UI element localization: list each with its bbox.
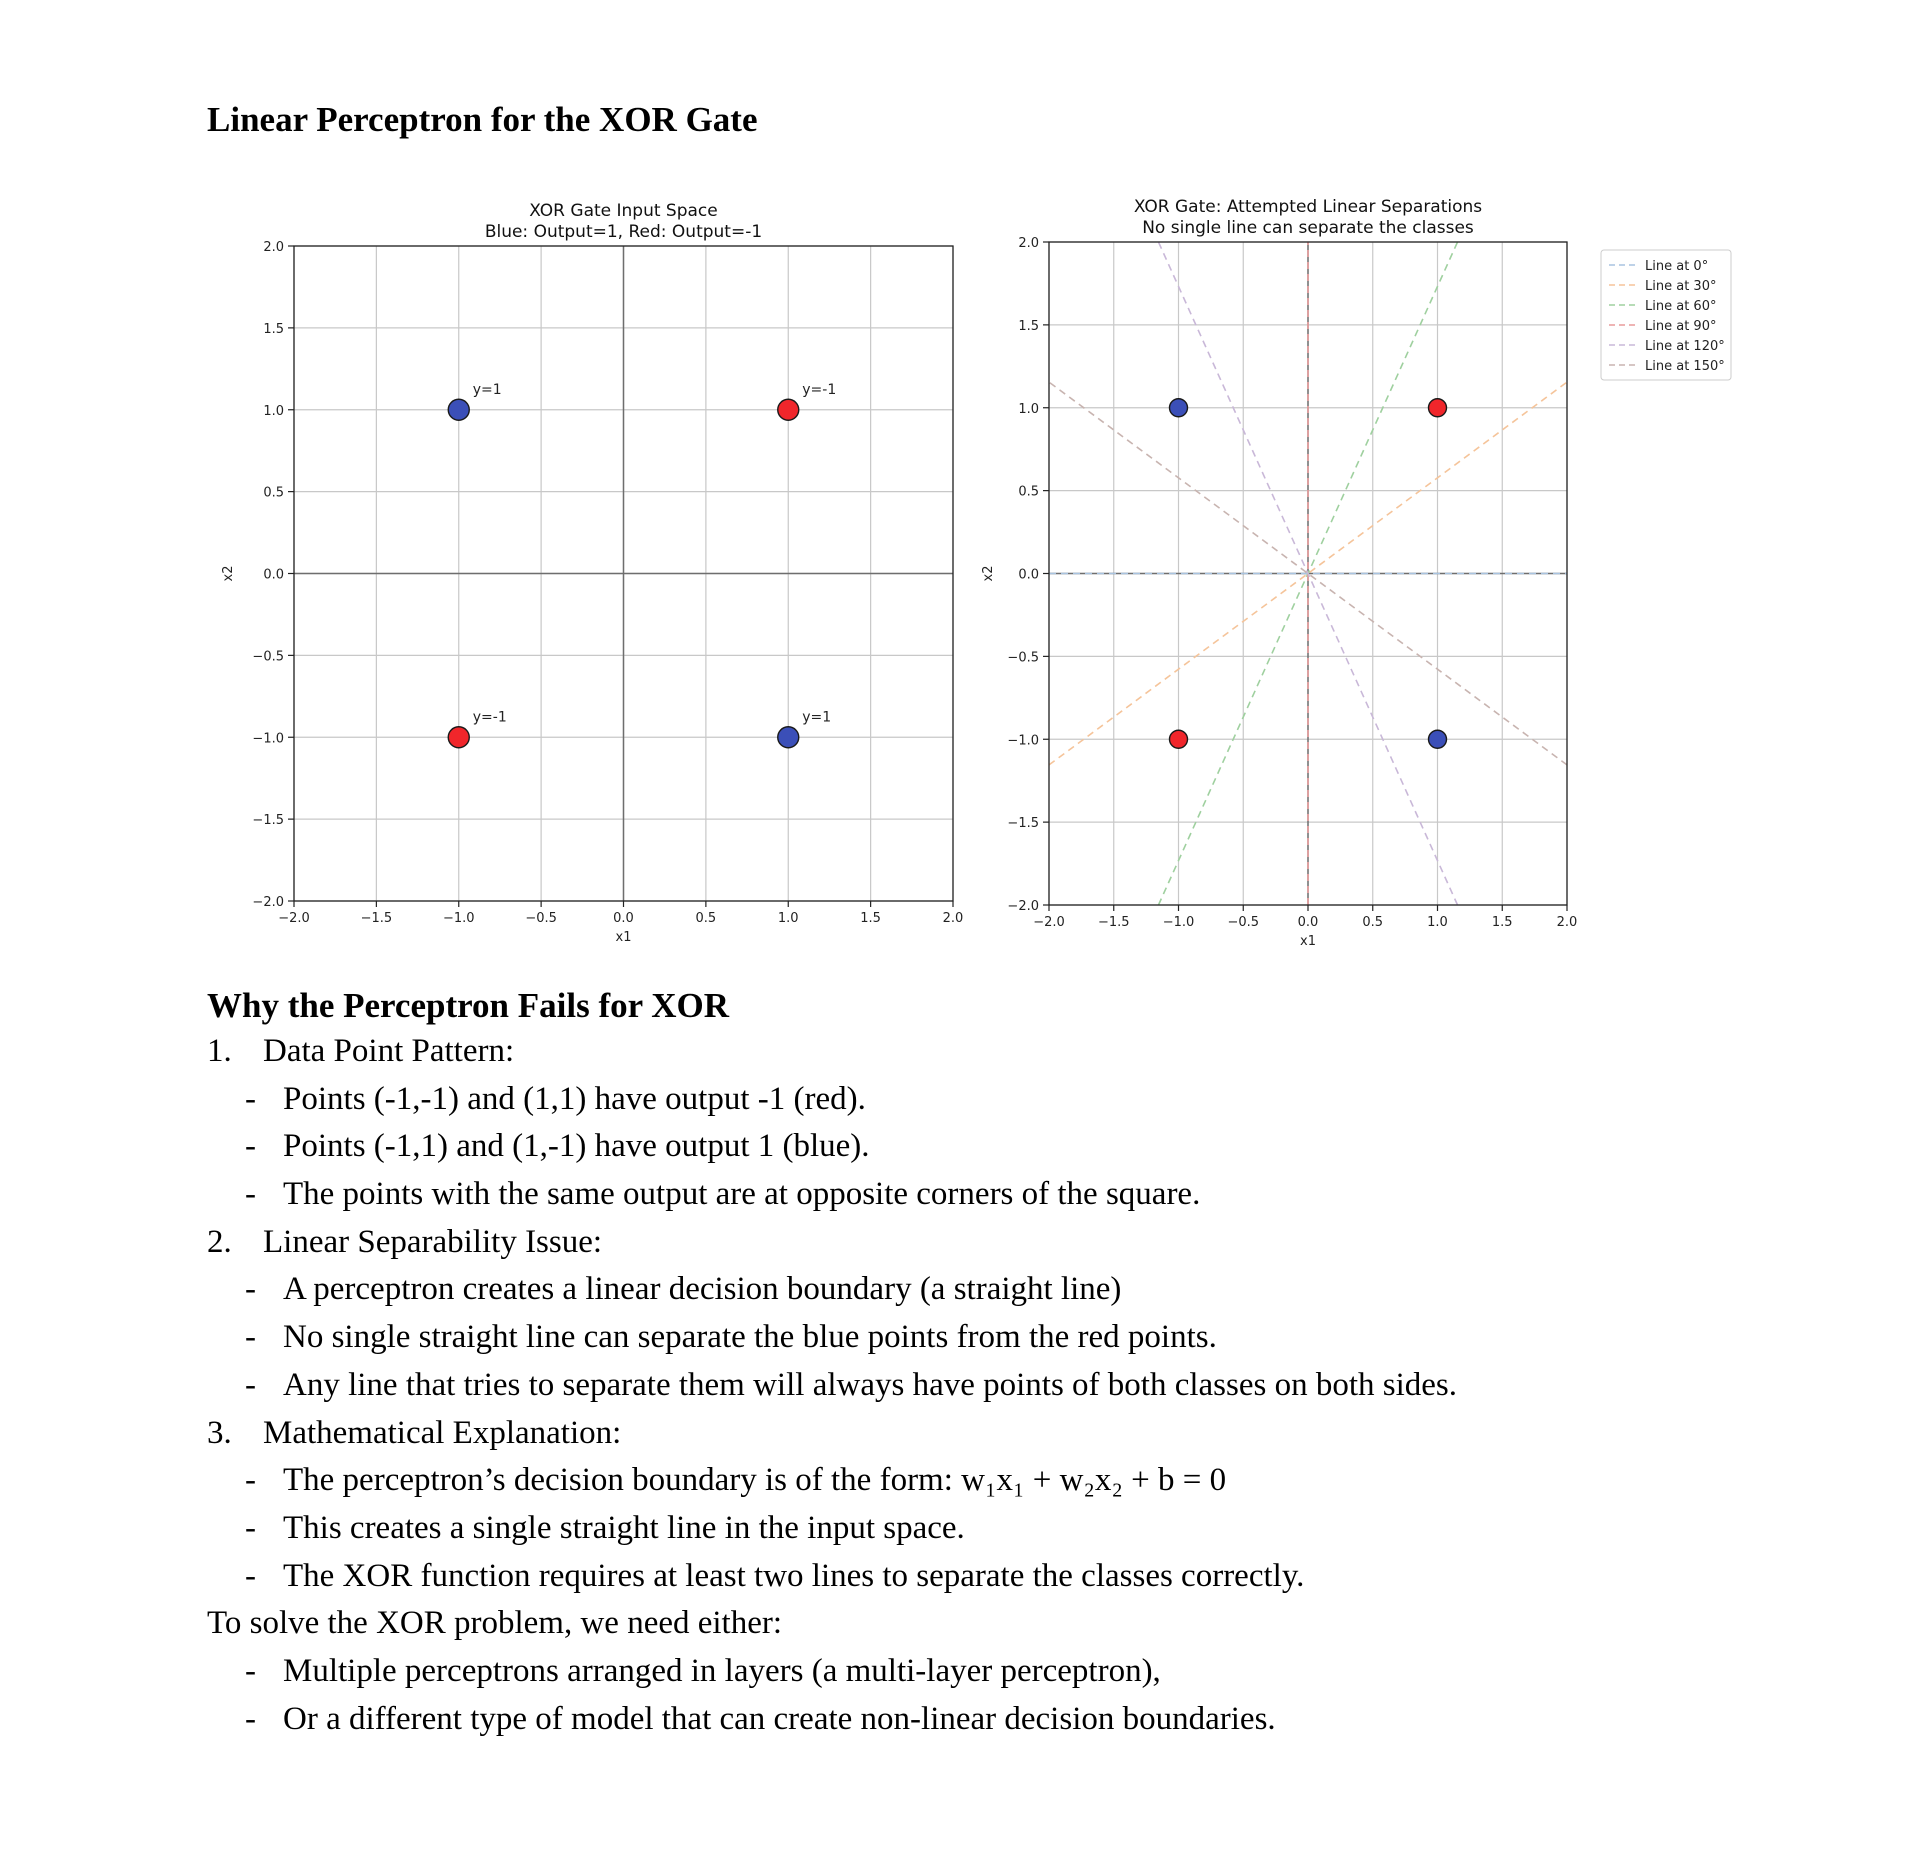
bullet-dash: - [245,1176,256,1213]
bullet-dash: - [245,1271,256,1308]
data-point [448,399,469,420]
closing-text: To solve the XOR problem, we need either: [207,1605,783,1642]
item-text: Mathematical Explanation: [263,1414,622,1451]
y-tick-label: −0.5 [1007,650,1039,666]
bullet-dash: - [245,1462,256,1499]
x-tick-label: 0.0 [613,911,634,926]
chart-title: XOR Gate Input Space [529,201,718,221]
x-tick-label: 1.5 [1491,915,1513,930]
point-label: y=-1 [802,381,837,398]
data-point [778,399,799,420]
page-title: Linear Perceptron for the XOR Gate [207,100,758,139]
y-tick-label: 2.0 [1018,236,1039,251]
bullet [207,1505,1857,1553]
bullet-dash: - [245,1128,256,1165]
data-point [448,727,469,748]
bullet-text: No single straight line can separate the blue points from the red points. [283,1319,1217,1356]
legend-label: Line at 30° [1645,279,1717,294]
bullet-text: Points (-1,1) and (1,-1) have output 1 (blue). [283,1128,870,1165]
point-label: y=1 [472,381,502,398]
data-point [1170,399,1188,417]
closing-line [207,1600,1857,1648]
x-tick-label: −0.5 [525,911,557,926]
xor-input-space-chart [0,180,980,970]
x-tick-label: 1.0 [777,911,799,926]
legend-label: Line at 0° [1645,259,1709,274]
x-axis-label: x1 [615,930,632,945]
bullet-text: The perceptron’s decision boundary is of the form: w₁x₁ + w₂x₂ + b = 0 [283,1462,1227,1499]
list-item-1 [207,1028,1857,1076]
y-tick-label: 0.0 [263,567,284,583]
explanation-section [207,984,1857,1743]
y-tick-label: −2.0 [1007,899,1039,914]
point-label: y=1 [802,709,832,726]
x-tick-label: 0.5 [1362,915,1384,930]
item-text: Linear Separability Issue: [263,1223,603,1260]
bullet-dash: - [245,1080,256,1117]
y-tick-label: −2.0 [252,895,284,910]
chart-subtitle: No single line can separate the classes [1142,218,1474,238]
item-number: 2. [207,1223,232,1260]
x-tick-label: 2.0 [942,911,964,926]
point-label: y=-1 [472,709,507,726]
item-text: Data Point Pattern: [263,1033,515,1069]
bullet [207,1171,1857,1219]
bullet-dash: - [245,1319,256,1356]
bullet [207,1648,1857,1696]
bullet-dash: - [245,1652,256,1689]
list-item-3 [207,1410,1857,1458]
bullet-text: Multiple perceptrons arranged in layers (a multi-layer perceptron), [283,1652,1161,1689]
y-tick-label: 1.0 [1018,401,1039,417]
bullet-text: The XOR function requires at least two lines to separate the classes correctly. [283,1557,1305,1594]
y-tick-label: 1.5 [1018,318,1039,334]
x-tick-label: −2.0 [278,911,310,926]
chart-title: XOR Gate: Attempted Linear Separations [1133,197,1483,217]
data-point [1429,730,1447,748]
bullet-dash: - [245,1557,256,1594]
x-tick-label: −1.5 [360,911,393,926]
legend-label: Line at 120° [1645,339,1725,354]
bullet-dash: - [245,1366,256,1403]
legend-label: Line at 60° [1645,299,1717,314]
y-tick-label: 0.5 [263,485,284,501]
y-tick-label: −1.5 [1007,816,1039,832]
list-item-2 [207,1219,1857,1267]
data-point [1170,730,1188,748]
bullet-text: The points with the same output are at opposite corners of the square. [283,1176,1201,1213]
x-tick-label: 1.5 [860,911,881,926]
x-tick-label: −2.0 [1033,915,1065,930]
y-axis-label: x2 [981,565,996,582]
y-tick-label: 0.5 [1018,484,1039,500]
data-point [1429,399,1447,417]
bullet [207,1076,1857,1124]
y-tick-label: 1.5 [263,321,284,337]
bullet-dash: - [245,1509,256,1546]
bullet-text: Points (-1,-1) and (1,1) have output -1 (red). [283,1080,866,1117]
legend-label: Line at 150° [1645,359,1725,374]
bullet [207,1553,1857,1601]
x-tick-label: −0.5 [1227,915,1260,930]
y-tick-label: −1.0 [252,731,284,747]
data-point [778,727,799,748]
bullet [207,1457,1857,1505]
x-tick-label: 2.0 [1556,915,1578,930]
item-number: 1. [207,1033,232,1069]
bullet-text: Or a different type of model that can create non-linear decision boundaries. [283,1700,1276,1737]
y-tick-label: 2.0 [263,240,284,255]
x-tick-label: −1.0 [442,911,475,926]
attempted-separations-chart [960,180,1740,970]
legend-label: Line at 90° [1645,319,1717,334]
x-tick-label: 0.5 [695,911,717,926]
bullet [207,1123,1857,1171]
bullet [207,1314,1857,1362]
bullet-text: Any line that tries to separate them will always have points of both classes on both sides. [283,1366,1458,1403]
bullet-dash: - [245,1700,256,1737]
y-tick-label: 0.0 [1018,567,1039,583]
x-tick-label: −1.0 [1162,915,1195,930]
y-tick-label: −1.5 [252,813,284,829]
chart-subtitle: Blue: Output=1, Red: Output=-1 [484,222,763,242]
bullet-text: This creates a single straight line in the input space. [283,1509,965,1546]
x-tick-label: −1.5 [1097,915,1130,930]
bullet [207,1362,1857,1410]
y-tick-label: 1.0 [263,403,284,419]
bullet [207,1266,1857,1314]
x-axis-label: x1 [1300,934,1316,949]
y-tick-label: −1.0 [1007,733,1039,749]
bullet-text: A perceptron creates a linear decision boundary (a straight line) [283,1271,1122,1308]
y-tick-label: −0.5 [252,649,284,665]
x-tick-label: 0.0 [1297,915,1319,930]
item-number: 3. [207,1414,232,1451]
section-heading: Why the Perceptron Fails for XOR [207,986,730,1025]
x-tick-label: 1.0 [1427,915,1448,930]
bullet [207,1696,1857,1744]
y-axis-label: x2 [221,565,236,582]
